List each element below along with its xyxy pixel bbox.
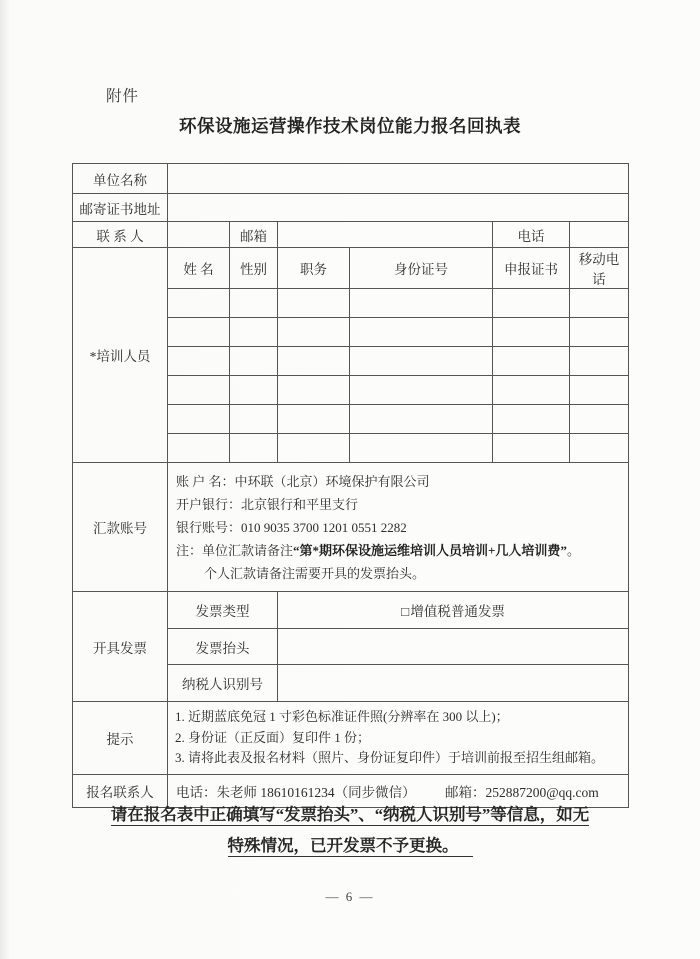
trainee-cell xyxy=(350,376,493,405)
trainee-cell xyxy=(168,434,230,463)
unit-name-value-cell xyxy=(168,164,629,194)
invoice-label: 开具发票 xyxy=(73,592,168,702)
trainee-header-row xyxy=(73,248,629,289)
trainees-label: *培训人员 xyxy=(73,248,168,463)
trainee-cell xyxy=(230,318,278,347)
unit-name-label: 单位名称 xyxy=(73,164,168,194)
contact-email-label: 邮箱 xyxy=(230,222,278,248)
trainee-cell xyxy=(168,405,230,434)
tips-content-cell xyxy=(168,702,629,775)
mail-address-label: 邮寄证书地址 xyxy=(73,194,168,222)
remittance-row xyxy=(73,463,629,592)
trainee-cell xyxy=(350,434,493,463)
col-header-name: 姓 名 xyxy=(168,248,230,289)
taxpayer-id-value-cell xyxy=(278,665,629,702)
page-number: — 6 — xyxy=(325,889,375,904)
trainee-cell xyxy=(168,376,230,405)
remittance-note-suffix: 。 xyxy=(566,542,580,558)
trainee-cell xyxy=(350,289,493,318)
trainee-cell xyxy=(278,434,350,463)
footer-note xyxy=(0,799,700,861)
tip-item-3: 3. 请将此表及报名材料（照片、身份证复印件）于培训前报至招生组邮箱。 xyxy=(175,750,605,766)
remittance-label: 汇款账号 xyxy=(73,463,168,592)
col-header-mobile: 移动电话 xyxy=(570,248,629,289)
trainee-cell xyxy=(570,347,629,376)
footer-note-line1: 请在报名表中正确填写“发票抬头”、“纳税人识别号”等信息，如无 xyxy=(110,805,590,824)
contact-email-value-cell xyxy=(278,222,493,248)
registration-contact-phone: 电话：朱老师 18610161234（同步微信） xyxy=(176,785,416,800)
remittance-account-number: 银行账号：010 9035 3700 1201 0551 2282 xyxy=(176,519,407,535)
trainee-cell xyxy=(168,347,230,376)
trainee-cell xyxy=(570,289,629,318)
trainee-cell xyxy=(493,405,570,434)
col-header-gender: 性别 xyxy=(230,248,278,289)
remittance-note-prefix: 注：单位汇款请备注 xyxy=(176,542,294,558)
trainee-cell xyxy=(168,289,230,318)
registration-form-table xyxy=(72,163,629,808)
checkbox-icon: □ xyxy=(401,604,410,619)
trainee-cell xyxy=(493,318,570,347)
trainee-cell xyxy=(350,347,493,376)
trainee-cell xyxy=(278,376,350,405)
invoice-type-value: 增值税普通发票 xyxy=(410,604,505,619)
invoice-type-row xyxy=(73,592,629,629)
taxpayer-id-label: 纳税人识别号 xyxy=(168,665,278,702)
trainee-cell xyxy=(493,434,570,463)
contact-person-row xyxy=(73,222,629,248)
mail-address-row xyxy=(73,194,629,222)
trainee-cell xyxy=(278,347,350,376)
contact-phone-value-cell xyxy=(570,222,629,248)
attachment-label: 附件 xyxy=(106,88,140,105)
trainee-cell xyxy=(230,289,278,318)
unit-name-row xyxy=(73,164,629,194)
trainee-cell xyxy=(168,318,230,347)
remittance-note-highlight: “第*期环保设施运维培训人员培训+几人培训费” xyxy=(293,542,567,558)
trainee-cell xyxy=(350,405,493,434)
remittance-account-name: 账 户 名：中环联（北京）环境保护有限公司 xyxy=(176,473,430,489)
registration-contact-label: 报名联系人 xyxy=(73,775,168,808)
trainee-cell xyxy=(570,376,629,405)
col-header-id-number: 身份证号 xyxy=(350,248,493,289)
contact-phone-label: 电话 xyxy=(493,222,570,248)
trainee-cell xyxy=(570,405,629,434)
trainee-cell xyxy=(230,434,278,463)
remittance-details-cell xyxy=(168,463,629,592)
trainee-cell xyxy=(493,376,570,405)
trainee-cell xyxy=(570,318,629,347)
trainee-cell xyxy=(230,376,278,405)
col-header-certificate: 申报证书 xyxy=(493,248,570,289)
invoice-title-value-cell xyxy=(278,629,629,665)
remittance-note-line2: 个人汇款请备注需要开具的发票抬头。 xyxy=(204,565,426,581)
remittance-bank: 开户银行：北京银行和平里支行 xyxy=(176,496,359,512)
trainee-cell xyxy=(278,289,350,318)
tip-item-2: 2. 身份证（正反面）复印件 1 份； xyxy=(175,729,371,745)
trainee-cell xyxy=(278,318,350,347)
trainee-cell xyxy=(570,434,629,463)
trainee-cell xyxy=(278,405,350,434)
trainee-cell xyxy=(493,289,570,318)
trainee-cell xyxy=(350,318,493,347)
tips-row xyxy=(73,702,629,775)
trainee-cell xyxy=(230,405,278,434)
invoice-title-label: 发票抬头 xyxy=(168,629,278,665)
form-title: 环保设施运营操作技术岗位能力报名回执表 xyxy=(179,116,521,136)
registration-contact-email: 邮箱：252887200@qq.com xyxy=(445,785,599,800)
contact-person-value-cell xyxy=(168,222,230,248)
invoice-type-label: 发票类型 xyxy=(168,592,278,629)
trainee-cell xyxy=(230,347,278,376)
mail-address-value-cell xyxy=(168,194,629,222)
tips-label: 提示 xyxy=(73,702,168,775)
col-header-position: 职务 xyxy=(278,248,350,289)
trainee-cell xyxy=(493,347,570,376)
tip-item-1: 1. 近期蓝底免冠 1 寸彩色标准证件照(分辨率在 300 以上)； xyxy=(175,709,509,725)
invoice-type-value-cell xyxy=(278,592,629,629)
contact-person-label: 联 系 人 xyxy=(73,222,168,248)
footer-note-line2: 特殊情况，已开发票不予更换。 xyxy=(228,836,473,857)
remittance-note xyxy=(176,539,622,562)
